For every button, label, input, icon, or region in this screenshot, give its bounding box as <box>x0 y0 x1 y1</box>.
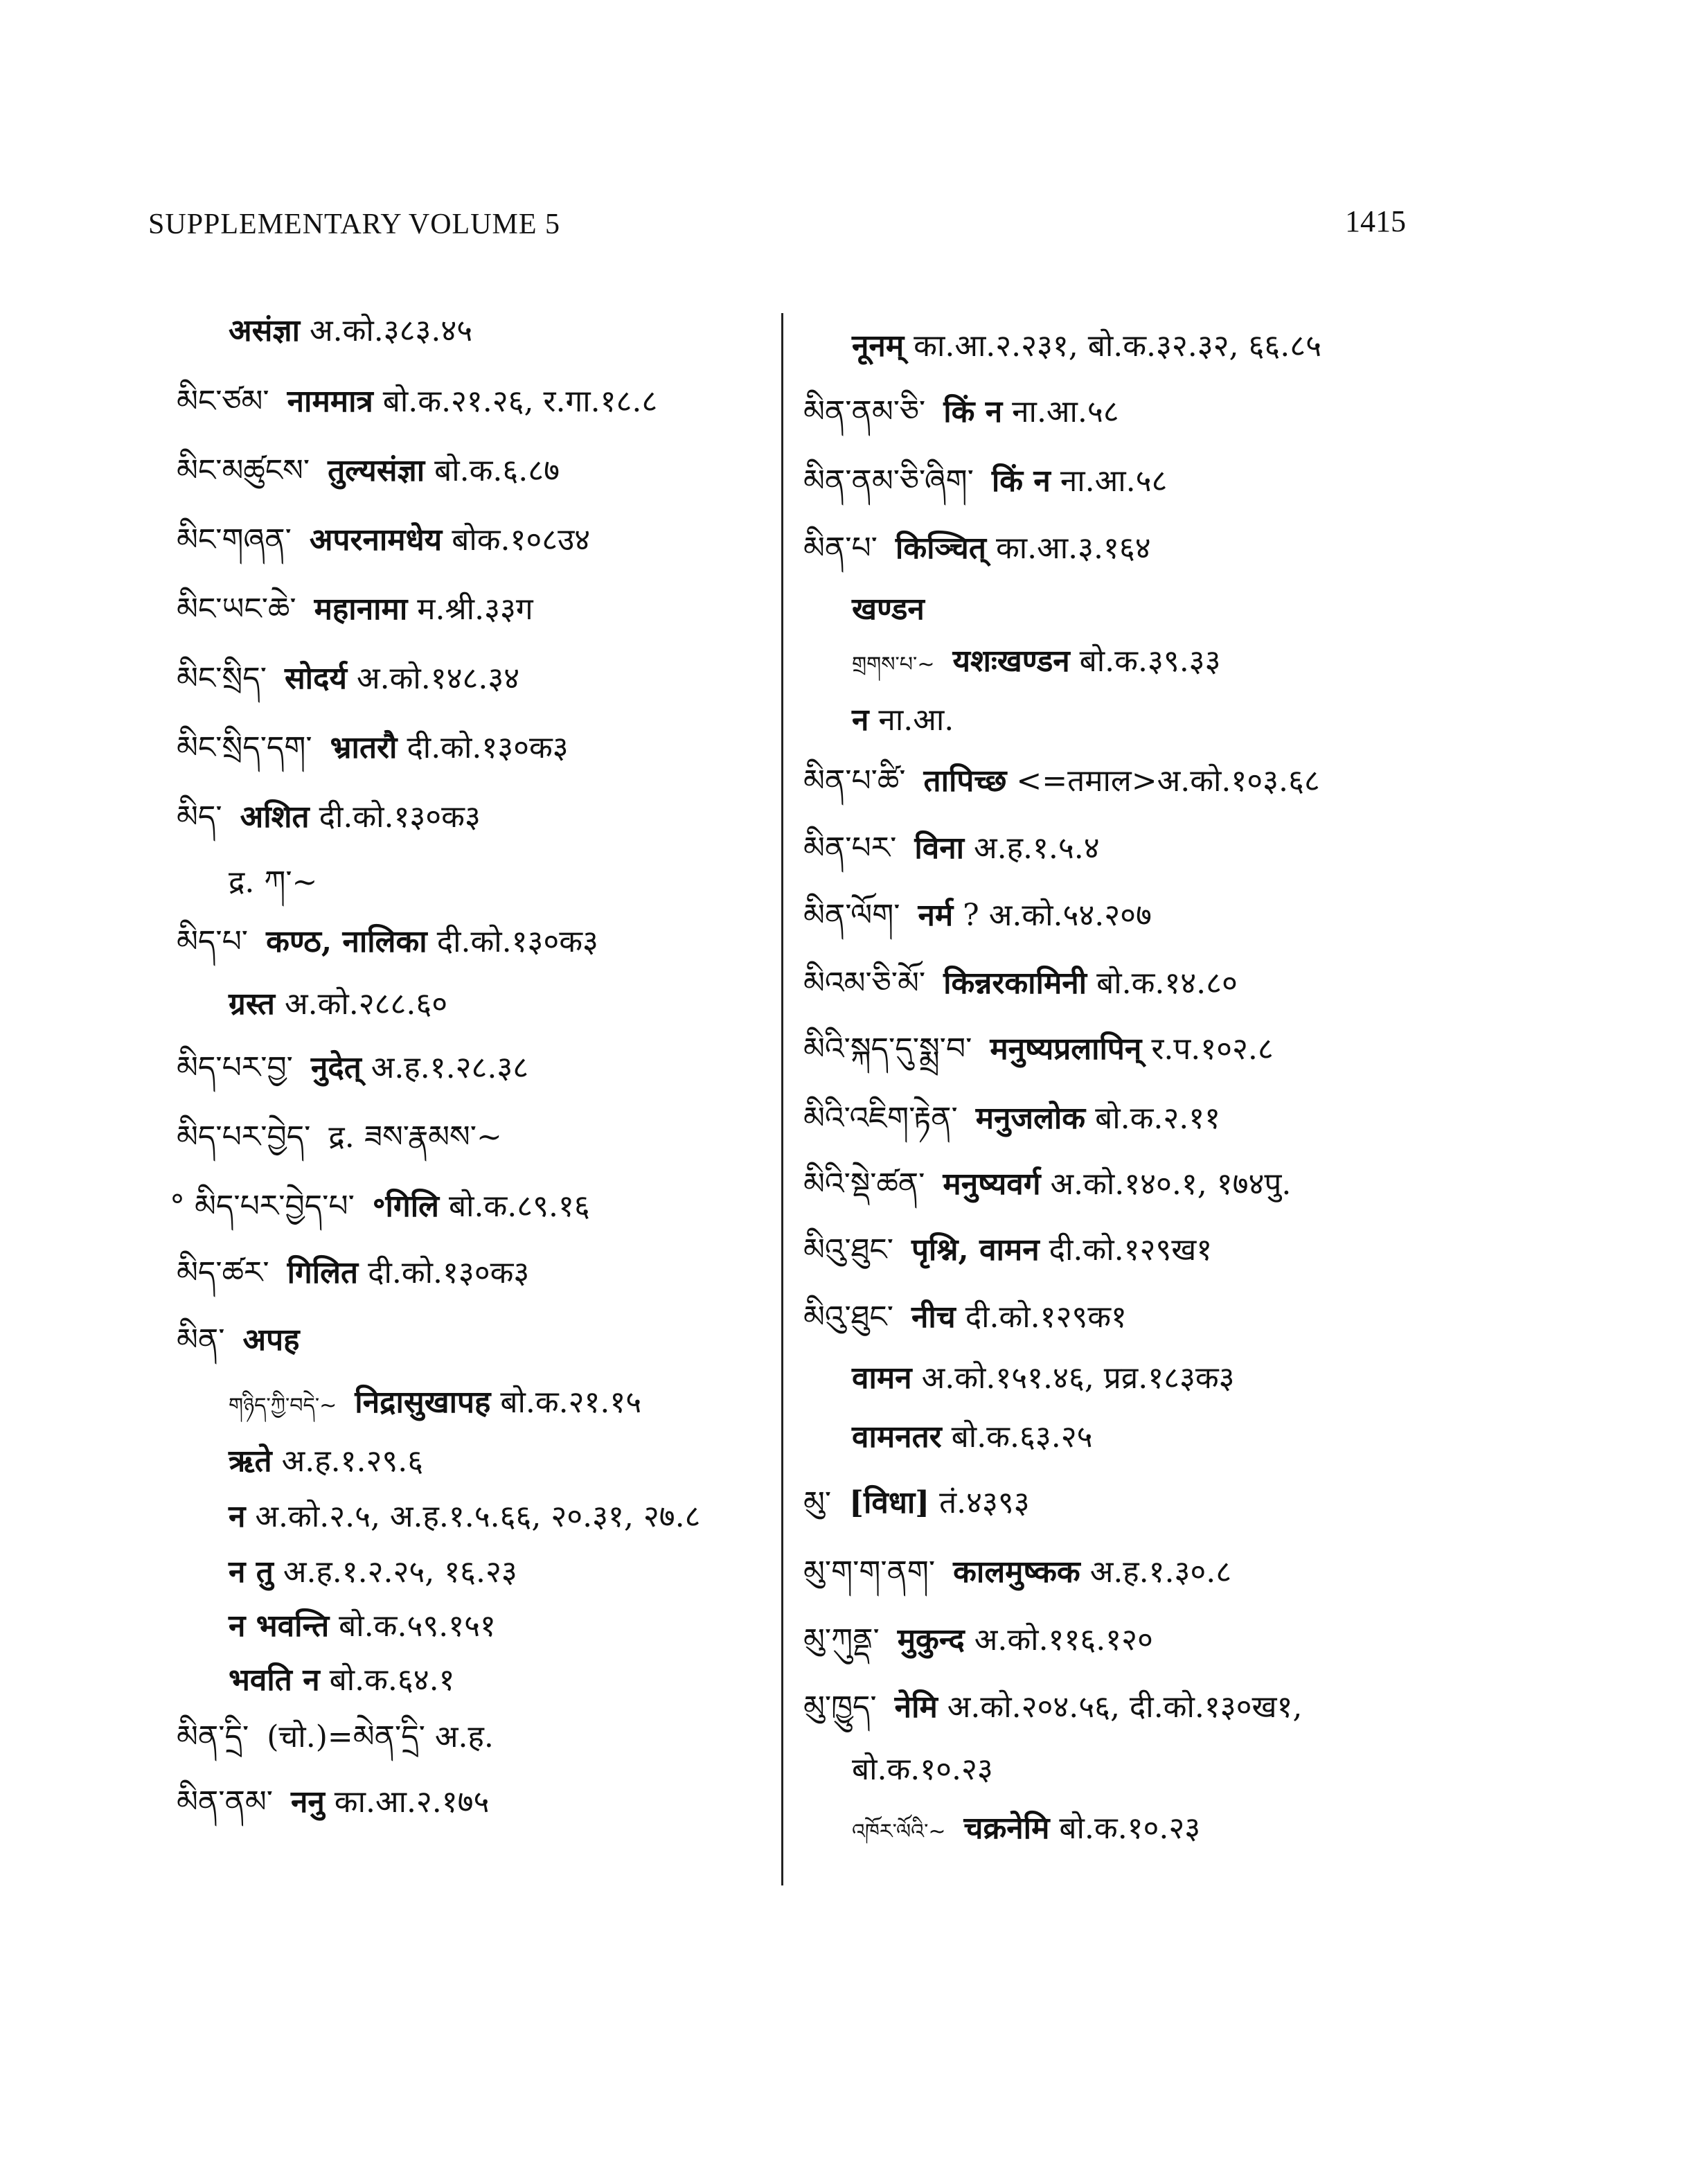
sanskrit-equivalent: वामन <box>852 1360 912 1396</box>
dictionary-entry <box>177 658 519 700</box>
sanskrit-equivalent: निद्रासुखापह <box>355 1385 491 1420</box>
source-reference: ? अ.को.५४.२०७ <box>963 898 1152 933</box>
tibetan-headword: མིའི་སྐད་དུ་སྨྲ་བ་ <box>803 1031 972 1067</box>
dictionary-entry <box>229 862 317 903</box>
source-reference: का.आ.२.२३१, बो.क.३२.३२, ६६.८५ <box>914 328 1322 364</box>
tibetan-headword: མུ་ཀུནྡ་ <box>803 1622 880 1658</box>
running-header: SUPPLEMENTARY VOLUME 5 <box>148 208 561 240</box>
dictionary-entry <box>803 1029 1274 1070</box>
sanskrit-equivalent: यशःखण्डन <box>952 643 1070 679</box>
source-reference: बो.क.३९.३३ <box>1079 643 1221 679</box>
source-reference: बो.क.१०.२३ <box>852 1752 993 1787</box>
sanskrit-equivalent: अपरनामधेय <box>309 522 443 558</box>
source-reference: बो.क.८९.१६ <box>448 1189 590 1224</box>
source-reference: बो.क.६४.१ <box>329 1662 455 1698</box>
sanskrit-equivalent: न <box>229 1499 246 1534</box>
sanskrit-equivalent: सोदर्य <box>284 661 347 696</box>
source-reference: अ.ह.१.२.२५, १६.२३ <box>283 1554 517 1590</box>
sanskrit-equivalent: पृश्नि, वामन <box>911 1232 1040 1268</box>
dictionary-entry <box>177 1117 502 1158</box>
dictionary-entry <box>177 1716 494 1758</box>
source-reference: अ.को.११६.१२० <box>974 1622 1153 1658</box>
tibetan-headword: གྲགས་པ་~ <box>852 652 935 677</box>
dictionary-entry <box>229 1552 517 1593</box>
source-reference: दी.को.१२९ख१ <box>1049 1232 1213 1268</box>
dictionary-entry <box>852 700 954 741</box>
sanskrit-equivalent: नर्म <box>918 898 954 933</box>
source-reference: ना.आ. <box>878 702 954 738</box>
tibetan-headword: མིའུ་ཐུང་ <box>803 1232 893 1268</box>
source-reference: का.आ.३.१६४ <box>995 531 1151 566</box>
sanskrit-equivalent: मनुष्यवर्ग <box>943 1166 1041 1202</box>
sanskrit-equivalent: किन्नरकामिनी <box>943 966 1087 1001</box>
dictionary-entry <box>177 589 533 630</box>
source-reference: अ.को.२.५, अ.ह.१.५.६६, २०.३१, २७.८ <box>255 1499 701 1534</box>
source-reference: बो.क.२१.२६, र.गा.१८.८ <box>382 384 658 419</box>
sanskrit-equivalent: मुकुन्द <box>897 1622 965 1658</box>
source-reference: तं.४३९३ <box>939 1485 1030 1520</box>
dictionary-entry <box>852 641 1220 686</box>
source-reference: दी.को.१३०क३ <box>319 799 481 835</box>
dictionary-entry <box>177 520 590 561</box>
source-reference: दी.को.१२९क१ <box>965 1299 1127 1335</box>
dictionary-entry <box>803 1687 1302 1728</box>
sanskrit-equivalent: नीच <box>911 1299 956 1335</box>
source-reference: दी.को.१३०क३ <box>436 924 598 959</box>
tibetan-headword: མིན་པ་ <box>803 531 878 566</box>
sanskrit-equivalent: विना <box>914 831 965 866</box>
source-reference: अ.को.१४०.१, १७४पु. <box>1050 1166 1292 1202</box>
dictionary-entry <box>229 1441 423 1482</box>
dictionary-entry <box>177 1320 299 1361</box>
tibetan-headword: མིང་མཚུངས་ <box>177 453 310 488</box>
dictionary-entry <box>803 1098 1220 1139</box>
source-reference: दी.को.१३०क३ <box>407 730 569 765</box>
tibetan-headword: མིན་ནམ་ཅི་ཞིག་ <box>803 463 974 499</box>
page-number: 1415 <box>1345 204 1406 238</box>
source-reference: अ.को.३८३.४५ <box>309 313 473 348</box>
source-reference: अ.ह.१.३०.८ <box>1089 1554 1232 1590</box>
dictionary-entry <box>177 797 481 838</box>
sanskrit-equivalent: कण्ठ, नालिका <box>266 924 427 959</box>
dictionary-entry <box>803 1482 1030 1524</box>
sanskrit-equivalent: महानामा <box>314 592 408 627</box>
sanskrit-equivalent: न भवन्ति <box>229 1608 330 1644</box>
tibetan-headword: འཁོར་ལོའི་~ <box>852 1820 946 1844</box>
source-reference: बो.क.२.११ <box>1095 1101 1221 1136</box>
tibetan-headword: མིང་གཞན་ <box>177 522 292 558</box>
tibetan-headword: གཉིད་ཀྱི་བདེ་~ <box>229 1394 337 1418</box>
tibetan-headword: མིན་ <box>177 1322 225 1358</box>
tibetan-headword: མིན་ནམ་ <box>177 1784 273 1820</box>
dictionary-entry <box>803 761 1320 802</box>
source-reference: म.श्री.३३ग <box>417 592 533 627</box>
tibetan-headword: མིན་པར་ <box>803 831 897 866</box>
dictionary-entry <box>229 1382 641 1427</box>
sanskrit-equivalent: भ्रातरौ <box>330 730 398 765</box>
dictionary-entry <box>852 589 925 630</box>
sanskrit-equivalent: अपह <box>242 1322 300 1358</box>
tibetan-headword: མིད་པ་ <box>177 924 249 959</box>
sanskrit-equivalent: असंज्ञा <box>229 313 300 348</box>
dictionary-entry <box>177 1782 489 1823</box>
dictionary-entry <box>803 1297 1127 1338</box>
tibetan-headword: ° མིད་པར་བྱེད་པ་ <box>170 1189 355 1224</box>
dictionary-entry <box>803 461 1167 502</box>
sanskrit-equivalent: तुल्यसंज्ञा <box>328 453 425 488</box>
sanskrit-equivalent: किं न <box>991 463 1051 499</box>
dictionary-entry <box>852 1417 1092 1458</box>
source-reference: दी.को.१३०क३ <box>368 1255 530 1290</box>
dictionary-entry <box>229 1496 700 1538</box>
dictionary-entry <box>852 326 1321 367</box>
sanskrit-equivalent: ग्रस्त <box>229 986 276 1022</box>
sanskrit-equivalent: नेमि <box>894 1689 938 1725</box>
source-reference: ना.आ.५८ <box>1012 394 1119 429</box>
sanskrit-equivalent: खण्डन <box>852 592 925 627</box>
dictionary-entry <box>852 1749 993 1791</box>
dictionary-entry <box>177 381 657 423</box>
sanskrit-equivalent: न तु <box>229 1554 274 1590</box>
dictionary-entry <box>803 895 1152 936</box>
source-reference: <=तमाल>अ.को.१०३.६८ <box>1016 763 1320 799</box>
tibetan-headword: མིང་སྲིད་ <box>177 661 267 696</box>
source-reference: बो.क.६३.२५ <box>951 1419 1093 1455</box>
sanskrit-equivalent: वामनतर <box>852 1419 942 1455</box>
tibetan-headword: མུ་ག་ག་ནག་ <box>803 1554 936 1590</box>
sanskrit-equivalent: चक्रनेमि <box>963 1811 1050 1846</box>
dictionary-entry <box>803 828 1100 869</box>
source-reference: का.आ.२.१७५ <box>334 1784 490 1820</box>
tibetan-headword: མིའམ་ཅི་མོ་ <box>803 966 926 1001</box>
sanskrit-equivalent: नुदेत् <box>310 1050 362 1085</box>
source-reference: अ.ह.१.२८.३८ <box>371 1050 529 1085</box>
sanskrit-equivalent: नाममात्र <box>287 384 373 419</box>
source-reference: ना.आ.५८ <box>1060 463 1168 499</box>
tibetan-headword: མིད་པར་བྱེད་ <box>177 1119 311 1155</box>
dictionary-entry <box>803 1552 1231 1593</box>
tibetan-headword: མིང་སྲིད་དག་ <box>177 730 312 765</box>
source-reference: अ.को.१४८.३४ <box>356 661 520 696</box>
source-reference: अ.को.१५१.४६, प्रव्र.१८३क३ <box>921 1360 1235 1396</box>
sanskrit-equivalent: [विधा] <box>849 1485 930 1520</box>
tibetan-headword: མིན་པ་ཚི་ <box>803 763 906 799</box>
sanskrit-equivalent: कालमुष्कक <box>953 1554 1080 1590</box>
tibetan-headword: མིན་ནམ་ཅི་ <box>803 394 926 429</box>
dictionary-entry <box>170 1186 590 1227</box>
source-reference: बो.क.१४.८० <box>1096 966 1238 1001</box>
tibetan-headword: མིང་ཙམ་ <box>177 384 269 419</box>
dictionary-entry <box>177 1252 529 1294</box>
dictionary-entry <box>803 1164 1291 1205</box>
source-reference: अ.को.२८८.६० <box>285 986 448 1022</box>
source-reference: बो.क.६.८७ <box>434 453 560 488</box>
source-reference: (चो.)=མེན་དྲི་ अ.ह. <box>267 1719 494 1755</box>
tibetan-headword: མིའི་སྡེ་ཚན་ <box>803 1166 925 1202</box>
sanskrit-equivalent: भवति न <box>229 1662 320 1698</box>
dictionary-entry <box>229 1660 455 1701</box>
dictionary-entry <box>803 1229 1212 1271</box>
dictionary-entry <box>177 450 560 492</box>
sanskrit-equivalent: ननु <box>290 1784 325 1820</box>
dictionary-entry <box>177 1047 528 1089</box>
dictionary-entry <box>852 1808 1200 1853</box>
tibetan-headword: མུ་ཁྱུད་ <box>803 1689 877 1725</box>
sanskrit-equivalent: अशित <box>240 799 310 835</box>
sanskrit-equivalent: मनुजलोक <box>975 1101 1086 1136</box>
tibetan-headword: མིང་ཡང་ཆེ་ <box>177 592 296 627</box>
tibetan-headword: མིའི་འཇིག་རྟེན་ <box>803 1101 958 1136</box>
source-reference: अ.ह.१.२९.६ <box>281 1444 424 1479</box>
sanskrit-equivalent: नूनम् <box>852 328 905 364</box>
source-reference: बो.क.२१.१५ <box>500 1385 642 1420</box>
dictionary-entry <box>177 921 598 963</box>
source-reference: अ.को.२०४.५६, दी.को.१३०ख१, <box>947 1689 1303 1725</box>
source-reference: बो.क.५९.१५१ <box>339 1608 496 1644</box>
tibetan-headword: མིད་པར་བྱ་ <box>177 1050 293 1085</box>
tibetan-headword: མིན་ལོག་ <box>803 898 900 933</box>
tibetan-headword: མིའུ་ཐུང་ <box>803 1299 893 1335</box>
source-reference: बोक.१०८उ४ <box>452 522 591 558</box>
source-reference: द्र. ཀ་~ <box>229 864 318 900</box>
dictionary-entry <box>229 1606 496 1647</box>
sanskrit-equivalent: गिलित <box>287 1255 359 1290</box>
sanskrit-equivalent: न <box>852 702 869 738</box>
tibetan-headword: མིད་ <box>177 799 222 835</box>
dictionary-entry <box>852 1358 1235 1399</box>
dictionary-entry <box>177 727 569 769</box>
source-reference: अ.ह.१.५.४ <box>974 831 1100 866</box>
column-divider <box>781 313 783 1885</box>
dictionary-entry <box>803 963 1238 1004</box>
tibetan-headword: མིན་དྲི་ <box>177 1719 249 1755</box>
sanskrit-equivalent: तापिच्छ <box>923 763 1007 799</box>
dictionary-entry <box>803 528 1151 569</box>
sanskrit-equivalent: मनुष्यप्रलापिन् <box>990 1031 1142 1067</box>
source-reference: द्र. ཟས་རྣམས་~ <box>328 1119 502 1155</box>
sanskrit-equivalent: ऋते <box>229 1444 272 1479</box>
dictionary-entry <box>803 391 1119 433</box>
tibetan-headword: མུ་ <box>803 1485 832 1520</box>
source-reference: बो.क.१०.२३ <box>1059 1811 1201 1846</box>
source-reference: र.प.१०२.८ <box>1151 1031 1274 1067</box>
dictionary-entry <box>229 984 447 1025</box>
sanskrit-equivalent: किञ्चित् <box>895 531 986 566</box>
dictionary-entry <box>803 1619 1153 1661</box>
tibetan-headword: མིད་ཚར་ <box>177 1255 269 1290</box>
dictionary-entry <box>229 310 472 352</box>
sanskrit-equivalent: किं न <box>943 394 1003 429</box>
sanskrit-equivalent: ॰गिलि <box>372 1189 439 1224</box>
